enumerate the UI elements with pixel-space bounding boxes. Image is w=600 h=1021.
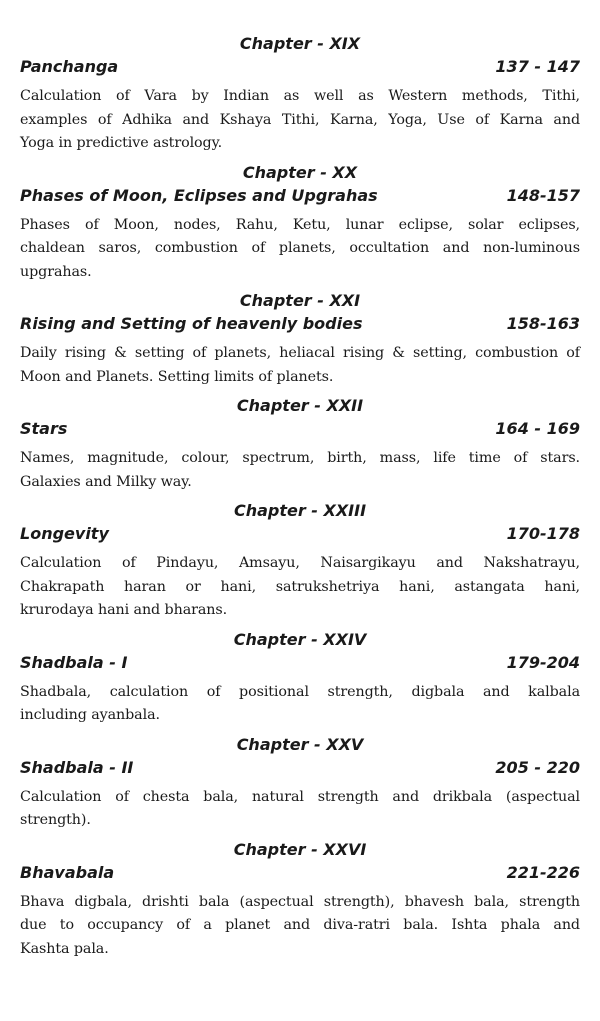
chapter-title: Rising and Setting of heavenly bodies xyxy=(20,314,363,333)
description-line: upgrahas. xyxy=(20,263,92,280)
chapter-section xyxy=(20,162,580,291)
chapter-title: Phases of Moon, Eclipses and Upgrahas xyxy=(20,185,378,205)
description-line: Names, magnitude, colour, spectrum, birth, mass, life time of stars. xyxy=(20,450,580,466)
chapter-description xyxy=(20,786,580,833)
description-line: Calculation of Vara by Indian as well as Western methods, Tithi, xyxy=(20,88,580,104)
chapter-title: Shadbala - I xyxy=(20,652,128,672)
chapter-description xyxy=(20,342,580,389)
description-line: Galaxies and Milky way. xyxy=(20,473,192,490)
page-range: 164 - 169 xyxy=(495,419,580,438)
page-range: 205 - 220 xyxy=(495,757,580,777)
chapter-section xyxy=(20,500,580,629)
chapter-title: Panchanga xyxy=(20,57,119,76)
page-range: 148-157 xyxy=(506,185,580,205)
chapter-number: Chapter - XXIII xyxy=(233,501,367,520)
chapter-title-row xyxy=(20,756,580,780)
chapter-title-row xyxy=(20,861,580,885)
description-line: strength). xyxy=(20,812,91,828)
description-line: Shadbala, calculation of positional strength, digbala and kalbala xyxy=(20,683,580,700)
description-line: Yoga in predictive astrology. xyxy=(20,135,223,151)
description-line: due to occupancy of a planet and diva-ratri bala. Ishta phala and xyxy=(20,917,580,933)
chapter-number: Chapter - XXI xyxy=(239,291,361,310)
chapter-description xyxy=(20,214,580,285)
chapter-number: Chapter - XX xyxy=(242,162,358,182)
chapter-description xyxy=(20,681,580,728)
page-range: 170-178 xyxy=(506,524,580,543)
description-line: Kashta pala. xyxy=(20,940,109,957)
chapter-number: Chapter - XXIV xyxy=(233,629,367,649)
chapter-title: Longevity xyxy=(20,524,109,543)
description-line: krurodaya hani and bharans. xyxy=(20,602,228,618)
description-line: Bhava digbala, drishti bala (aspectual strength), bhavesh bala, strength xyxy=(20,893,580,910)
chapter-title-row xyxy=(20,651,580,675)
chapter-section xyxy=(20,734,580,839)
description-line: Daily rising & setting of planets, heliacal rising & setting, combustion of xyxy=(20,345,580,361)
chapter-number: Chapter - XXVI xyxy=(233,839,367,859)
description-line: chaldean saros, combustion of planets, occultation and non-luminous xyxy=(20,240,580,256)
description-line: Calculation of chesta bala, natural strength and drikbala (aspectual xyxy=(20,788,580,805)
description-line: Chakrapath haran or hani, satrukshetriya hani, astangata hani, xyxy=(20,578,580,595)
chapter-section xyxy=(20,629,580,734)
chapter-title-row xyxy=(20,312,580,336)
description-line: Calculation of Pindayu, Amsayu, Naisargikayu and Nakshatrayu, xyxy=(20,555,580,571)
page-range: 158-163 xyxy=(506,314,580,333)
chapter-title: Shadbala - II xyxy=(20,757,134,777)
chapter-title: Bhavabala xyxy=(20,862,115,882)
page-range: 221-226 xyxy=(506,862,580,882)
chapter-description xyxy=(20,447,580,494)
chapter-title-row xyxy=(20,184,580,208)
chapter-title-row xyxy=(20,417,580,441)
chapter-section xyxy=(20,839,580,968)
chapter-section xyxy=(20,395,580,500)
table-of-contents xyxy=(20,33,580,967)
chapter-description xyxy=(20,552,580,623)
chapter-title: Stars xyxy=(20,419,68,438)
page-range: 179-204 xyxy=(506,652,580,672)
chapter-number: Chapter - XXV xyxy=(236,734,364,754)
description-line: including ayanbala. xyxy=(20,707,160,723)
chapter-title-row xyxy=(20,522,580,546)
chapter-title-row xyxy=(20,55,580,79)
description-line: Phases of Moon, nodes, Rahu, Ketu, lunar eclipse, solar eclipses, xyxy=(20,216,580,233)
chapter-number: Chapter - XIX xyxy=(239,34,361,53)
chapter-number: Chapter - XXII xyxy=(236,396,364,415)
page-range: 137 - 147 xyxy=(495,57,580,76)
chapter-section xyxy=(20,33,580,162)
description-line: Moon and Planets. Setting limits of planets. xyxy=(20,368,334,385)
chapter-section xyxy=(20,290,580,395)
chapter-description xyxy=(20,85,580,156)
chapter-description xyxy=(20,891,580,962)
description-line: examples of Adhika and Kshaya Tithi, Karna, Yoga, Use of Karna and xyxy=(20,111,580,128)
